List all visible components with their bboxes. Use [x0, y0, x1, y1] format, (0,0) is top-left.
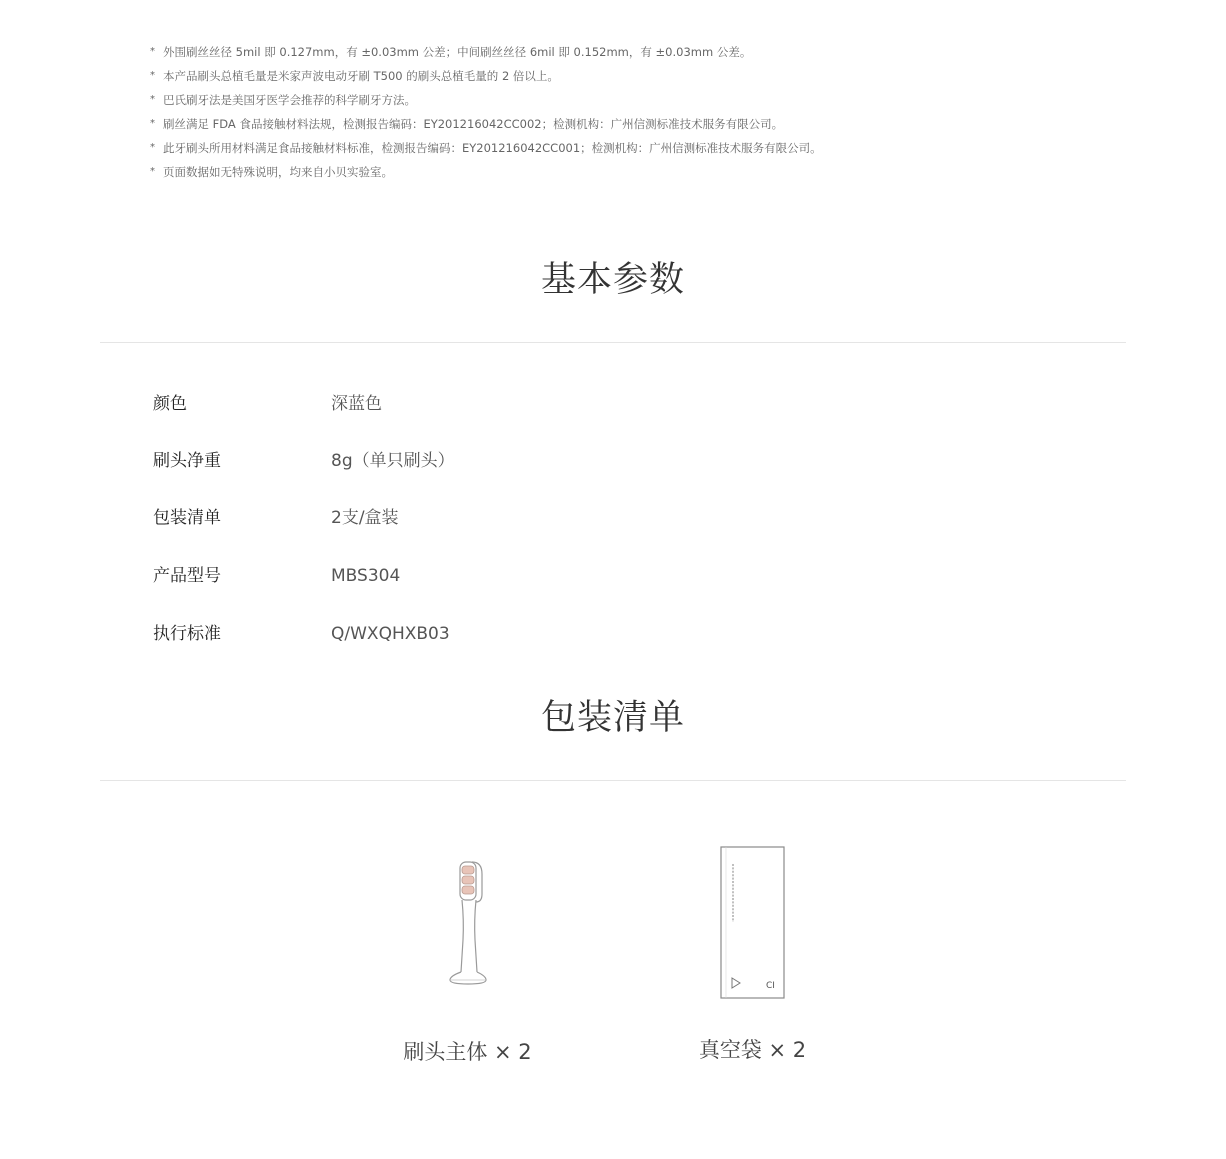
spec-row-net-weight — [153, 447, 953, 475]
spec-label: 产品型号 — [153, 566, 221, 586]
footnote-item — [150, 88, 822, 112]
spec-row-standard — [153, 620, 953, 648]
footnote-item — [150, 136, 822, 160]
brush-head-icon — [438, 840, 498, 990]
footnote-text: 本产品刷头总植毛量是米家声波电动牙刷 T500 的刷头总植毛量的 2 倍以上。 — [163, 69, 559, 83]
spec-value: Q/WXQHXB03 — [331, 624, 450, 644]
spec-value: 深蓝色 — [331, 394, 382, 414]
package-item-caption: 真空袋 × 2 — [698, 1038, 807, 1062]
footnotes-list — [150, 40, 822, 184]
footnote-text: 刷丝满足 FDA 食品接触材料法规，检测报告编码：EY201216042CC002；检测机构：广州信测标准技术服务有限公司。 — [163, 117, 784, 131]
spec-row-model — [153, 562, 953, 590]
package-item-vacuum-bag — [680, 846, 825, 1064]
vacuum-bag-icon — [720, 846, 786, 1000]
bullet: * — [150, 46, 155, 57]
footnote-item — [150, 40, 822, 64]
spec-label: 包装清单 — [153, 508, 221, 528]
footnote-text: 巴氏刷牙法是美国牙医学会推荐的科学刷牙方法。 — [163, 93, 416, 107]
section-divider — [100, 342, 1126, 343]
bullet: * — [150, 94, 155, 105]
svg-text:CI: CI — [765, 981, 775, 991]
footnote-item — [150, 160, 822, 184]
basic-params-title: 基本参数 — [540, 260, 685, 300]
spec-value: MBS304 — [331, 566, 401, 586]
spec-label: 执行标准 — [153, 624, 221, 644]
footnote-text: 此牙刷头所用材料满足食品接触材料标准，检测报告编码：EY201216042CC001；检测机构：广州信测标准技术服务有限公司。 — [163, 141, 822, 155]
section-divider — [100, 780, 1126, 781]
spec-value: 2支/盒装 — [331, 508, 399, 528]
spec-label: 颜色 — [153, 394, 187, 414]
spec-label: 刷头净重 — [153, 451, 221, 471]
package-item-brush-head — [380, 840, 555, 1066]
footnote-text: 页面数据如无特殊说明，均来自小贝实验室。 — [163, 165, 393, 179]
bullet: * — [150, 166, 155, 177]
footnote-item — [150, 112, 822, 136]
package-list-title: 包装清单 — [540, 698, 685, 738]
bullet: * — [150, 70, 155, 81]
spec-row-package — [153, 504, 953, 532]
package-item-caption: 刷头主体 × 2 — [403, 1040, 532, 1064]
bullet: * — [150, 142, 155, 153]
bullet: * — [150, 118, 155, 129]
spec-row-color — [153, 390, 953, 418]
footnote-item — [150, 64, 822, 88]
footnote-text: 外围刷丝丝径 5mil 即 0.127mm，有 ±0.03mm 公差；中间刷丝丝径 6mil 即 0.152mm，有 ±0.03mm 公差。 — [163, 45, 752, 59]
spec-value: 8g（单只刷头） — [331, 451, 455, 471]
